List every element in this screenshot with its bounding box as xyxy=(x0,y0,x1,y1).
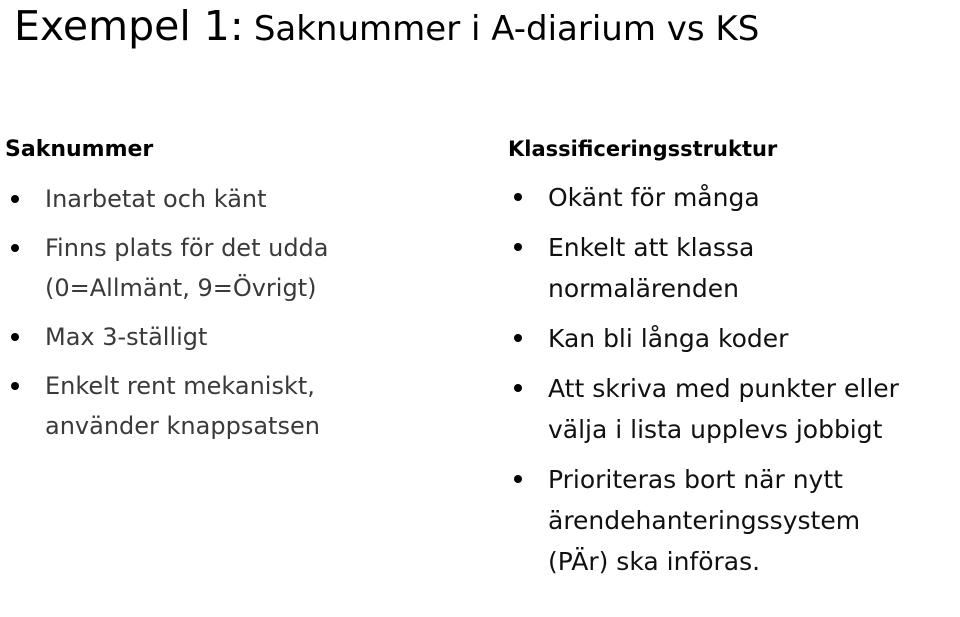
bullet-icon xyxy=(514,475,522,483)
list-item-text: ärendehanteringssystem xyxy=(548,506,861,536)
bullet-icon xyxy=(514,193,522,201)
list-item-text: Kan bli långa koder xyxy=(548,324,789,354)
list-item-text: Enkelt rent mekaniskt, xyxy=(45,371,315,400)
list-item xyxy=(508,227,960,309)
bullet-icon xyxy=(11,382,19,390)
list-item-text: Inarbetat och känt xyxy=(45,184,267,213)
list-item-text: (PÄr) ska införas. xyxy=(548,547,761,577)
list-item xyxy=(508,368,960,450)
list-item-text: Att skriva med punkter eller xyxy=(548,374,899,404)
list-item xyxy=(5,317,475,357)
list-item-text: Okänt för många xyxy=(548,183,760,213)
list-item xyxy=(5,179,475,219)
saknummer-heading: Saknummer xyxy=(5,137,154,162)
list-item xyxy=(5,228,475,308)
list-item-text: välja i lista upplevs jobbigt xyxy=(548,415,883,445)
bullet-icon xyxy=(514,334,522,342)
saknummer-column xyxy=(5,136,475,455)
bullet-icon xyxy=(11,195,19,203)
bullet-icon xyxy=(11,244,19,252)
slide-title-rest: Saknummer i A-diarium vs KS xyxy=(253,9,760,49)
slide-title xyxy=(14,2,759,51)
list-item-text: Max 3-ställigt xyxy=(45,322,208,351)
list-item-text: använder knappsatsen xyxy=(45,411,320,440)
list-item-text: Finns plats för det udda xyxy=(45,233,329,262)
list-item-text: Prioriteras bort när nytt xyxy=(548,465,843,495)
slide-title-prefix: Exempel 1: xyxy=(14,2,244,50)
bullet-icon xyxy=(11,333,19,341)
list-item xyxy=(508,459,960,582)
list-item xyxy=(508,177,960,218)
bullet-icon xyxy=(514,243,522,251)
klassificeringsstruktur-column xyxy=(508,136,960,591)
list-item xyxy=(5,366,475,446)
list-item-text: Enkelt att klassa xyxy=(548,233,755,263)
list-item-text: (0=Allmänt, 9=Övrigt) xyxy=(45,273,317,302)
klassificeringsstruktur-heading: Klassificeringsstruktur xyxy=(508,137,778,161)
list-item-text: normalärenden xyxy=(548,274,739,304)
klassificeringsstruktur-list xyxy=(508,177,960,582)
list-item xyxy=(508,318,960,359)
bullet-icon xyxy=(514,384,522,392)
saknummer-list xyxy=(5,179,475,446)
